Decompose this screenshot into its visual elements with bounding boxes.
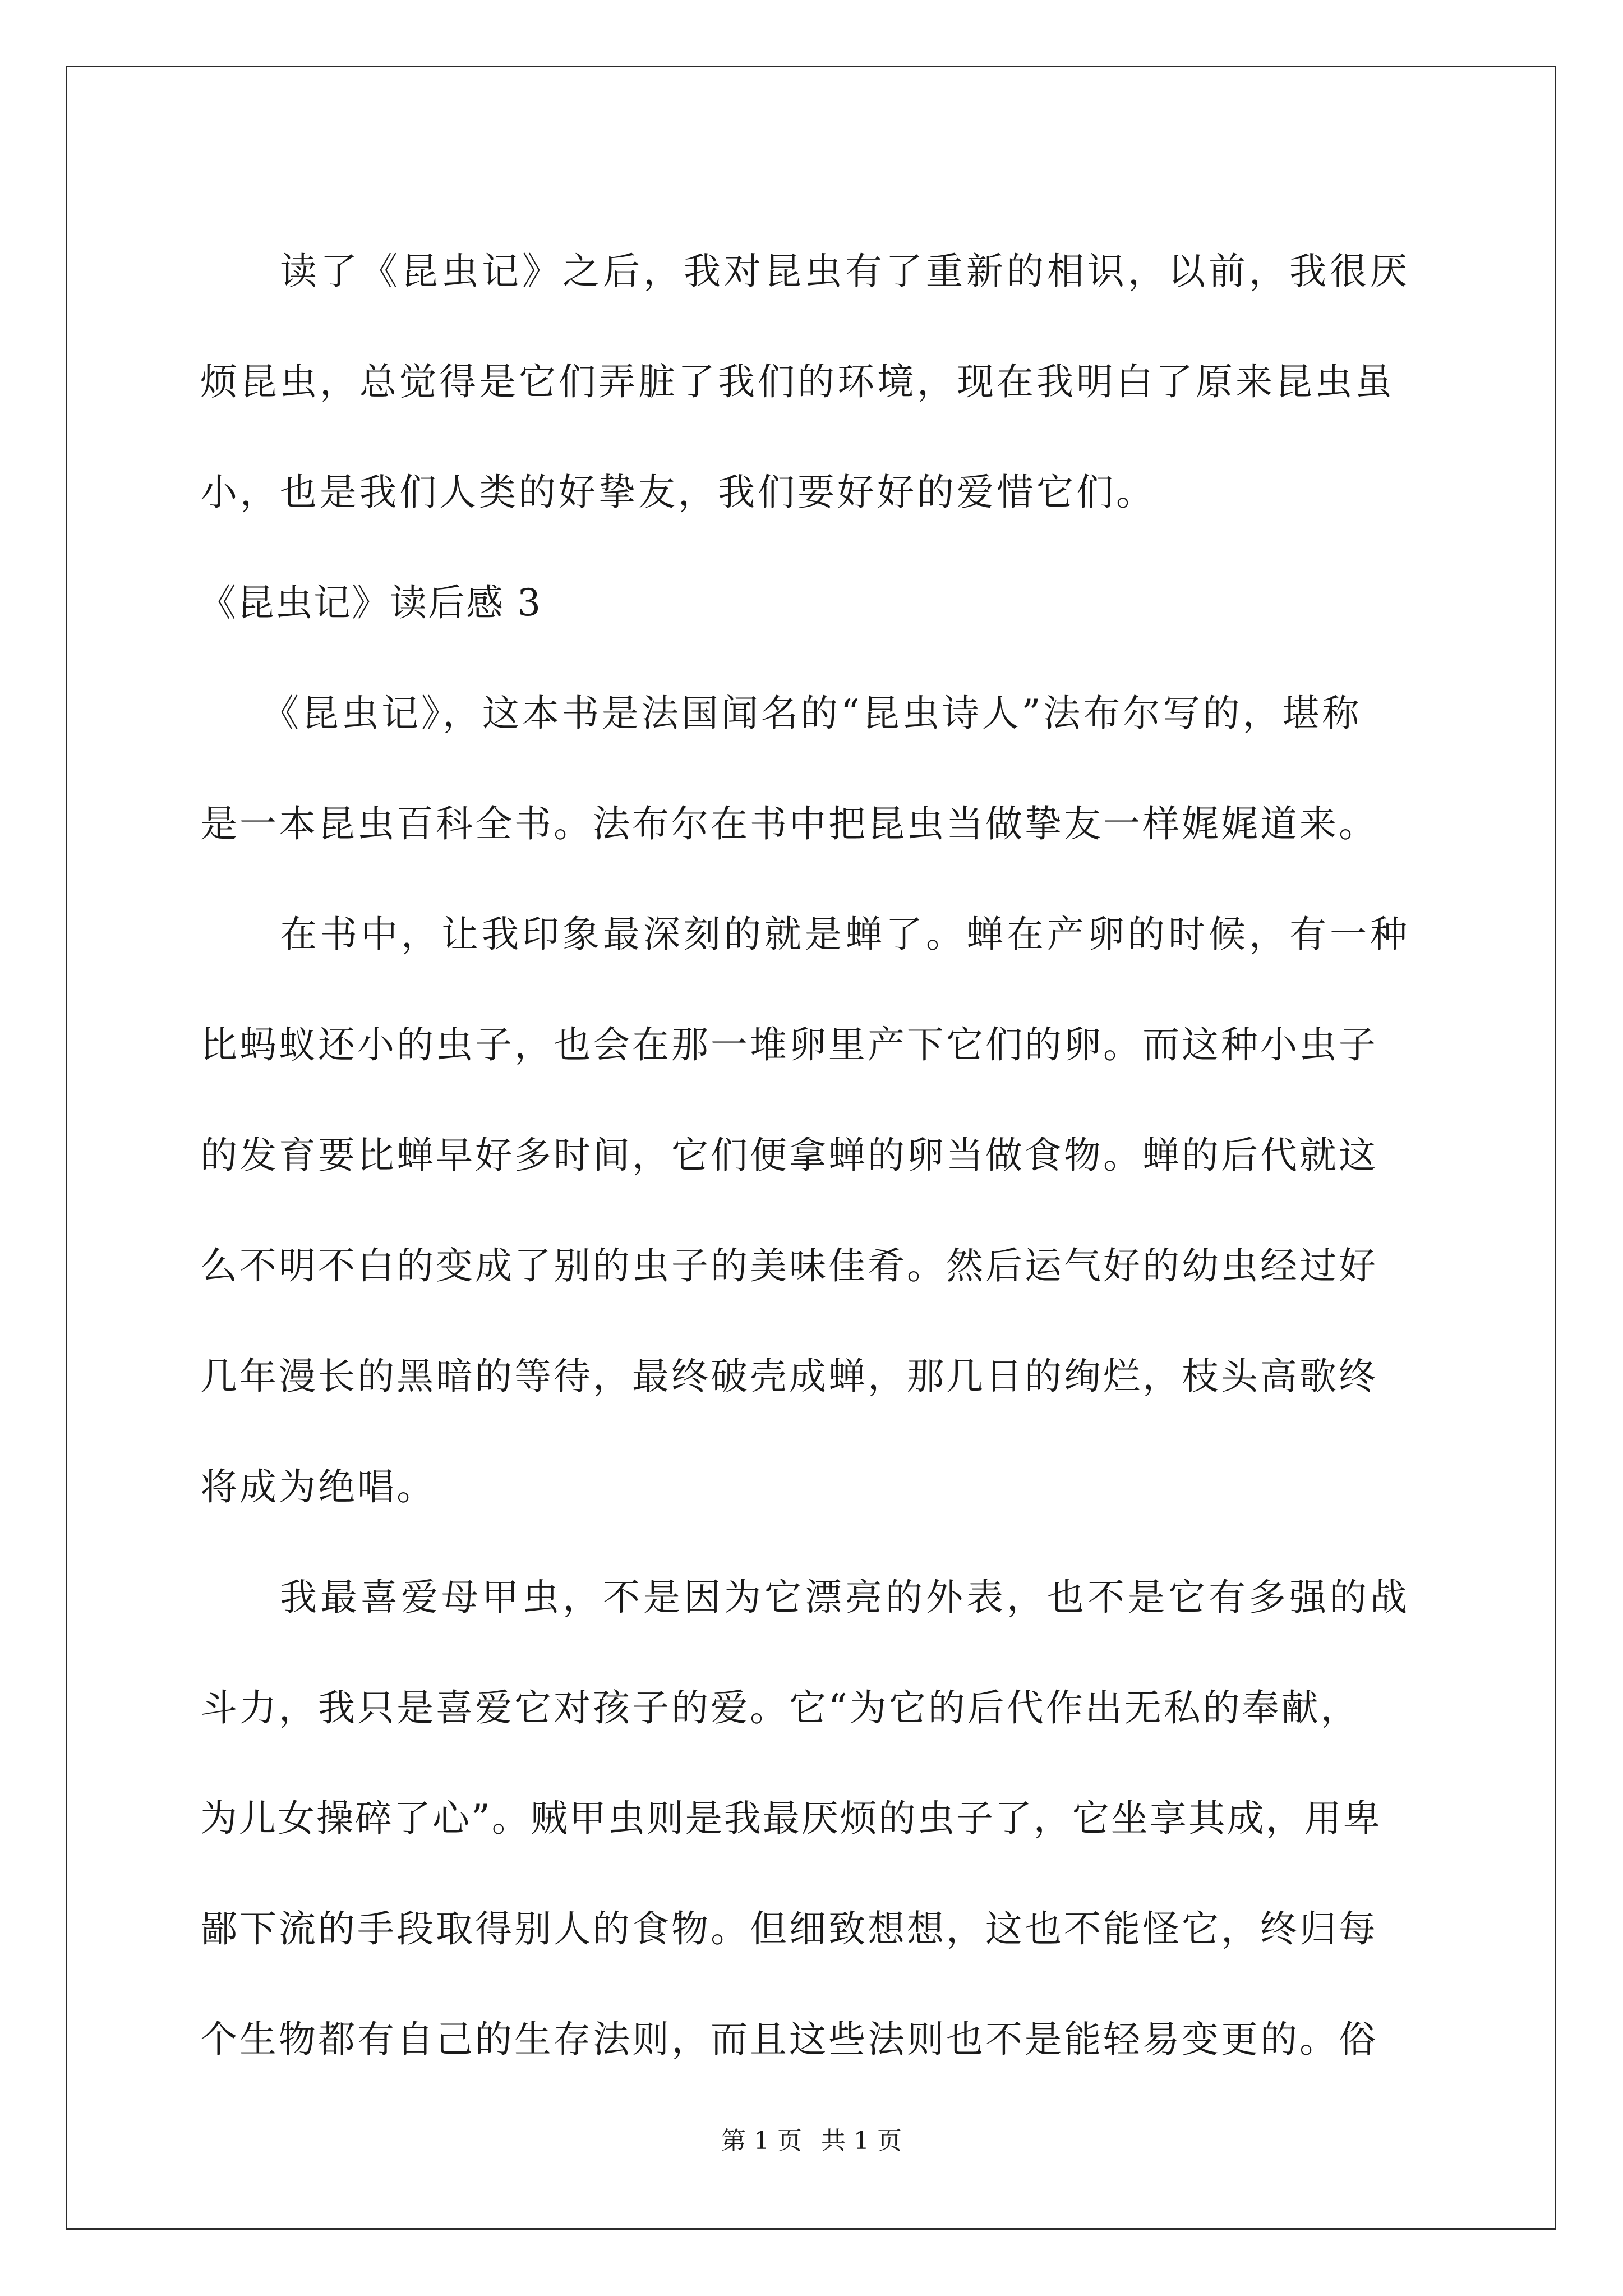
text-line: 为儿女操碎了心”。贼甲虫则是我最厌烦的虫子了，它坐享其成，用卑 [200,1797,1382,1840]
text-line: 小，也是我们人类的好挚友，我们要好好的爱惜它们。 [200,471,1156,514]
page-footer [0,2120,1623,2156]
text-line: 的发育要比蝉早好多时间，它们便拿蝉的卵当做食物。蝉的后代就这 [200,1134,1378,1177]
heading-text: 《昆虫记》读后感 3 [199,581,542,624]
text-line: 在书中，让我印象最深刻的就是蝉了。蝉在产卵的时候，有一种 [280,913,1410,956]
text-line: 我最喜爱母甲虫，不是因为它漂亮的外表，也不是它有多强的战 [280,1576,1410,1619]
text-line: 烦昆虫，总觉得是它们弄脏了我们的环境，现在我明白了原来昆虫虽 [200,360,1395,403]
paragraph-1 [200,216,1434,547]
text-line: 比蚂蚁还小的虫子，也会在那一堆卵里产下它们的卵。而这种小虫子 [200,1023,1378,1066]
text-line: 鄙下流的手段取得别人的食物。但细致想想，这也不能怪它，终归每 [200,1907,1378,1950]
text-line: 斗力，我只是喜爱它对孩子的爱。它“为它的后代作出无私的奉献， [200,1686,1360,1729]
paragraph-2 [200,658,1434,879]
page-number: 第 1 页 [721,2127,802,2155]
paragraph-3 [200,879,1434,1542]
page-total: 共 1 页 [821,2127,902,2155]
text-line: 几年漫长的黑暗的等待，最终破壳成蝉，那几日的绚烂，枝头高歌终 [200,1355,1378,1398]
paragraph-4 [200,1542,1434,2095]
text-line: 读了《昆虫记》之后，我对昆虫有了重新的相识，以前，我很厌 [280,250,1410,293]
text-line: 么不明不白的变成了别的虫子的美味佳肴。然后运气好的幼虫经过好 [200,1244,1378,1287]
text-line: 《昆虫记》，这本书是法国闻名的“昆虫诗人”法布尔写的，堪称 [262,692,1362,735]
section-heading [200,547,1434,658]
document-body [200,216,1434,2095]
text-line: 将成为绝唱。 [200,1465,436,1508]
text-line: 是一本昆虫百科全书。法布尔在书中把昆虫当做挚友一样娓娓道来。 [200,802,1378,845]
text-line: 个生物都有自己的生存法则，而且这些法则也不是能轻易变更的。俗 [200,2018,1378,2061]
